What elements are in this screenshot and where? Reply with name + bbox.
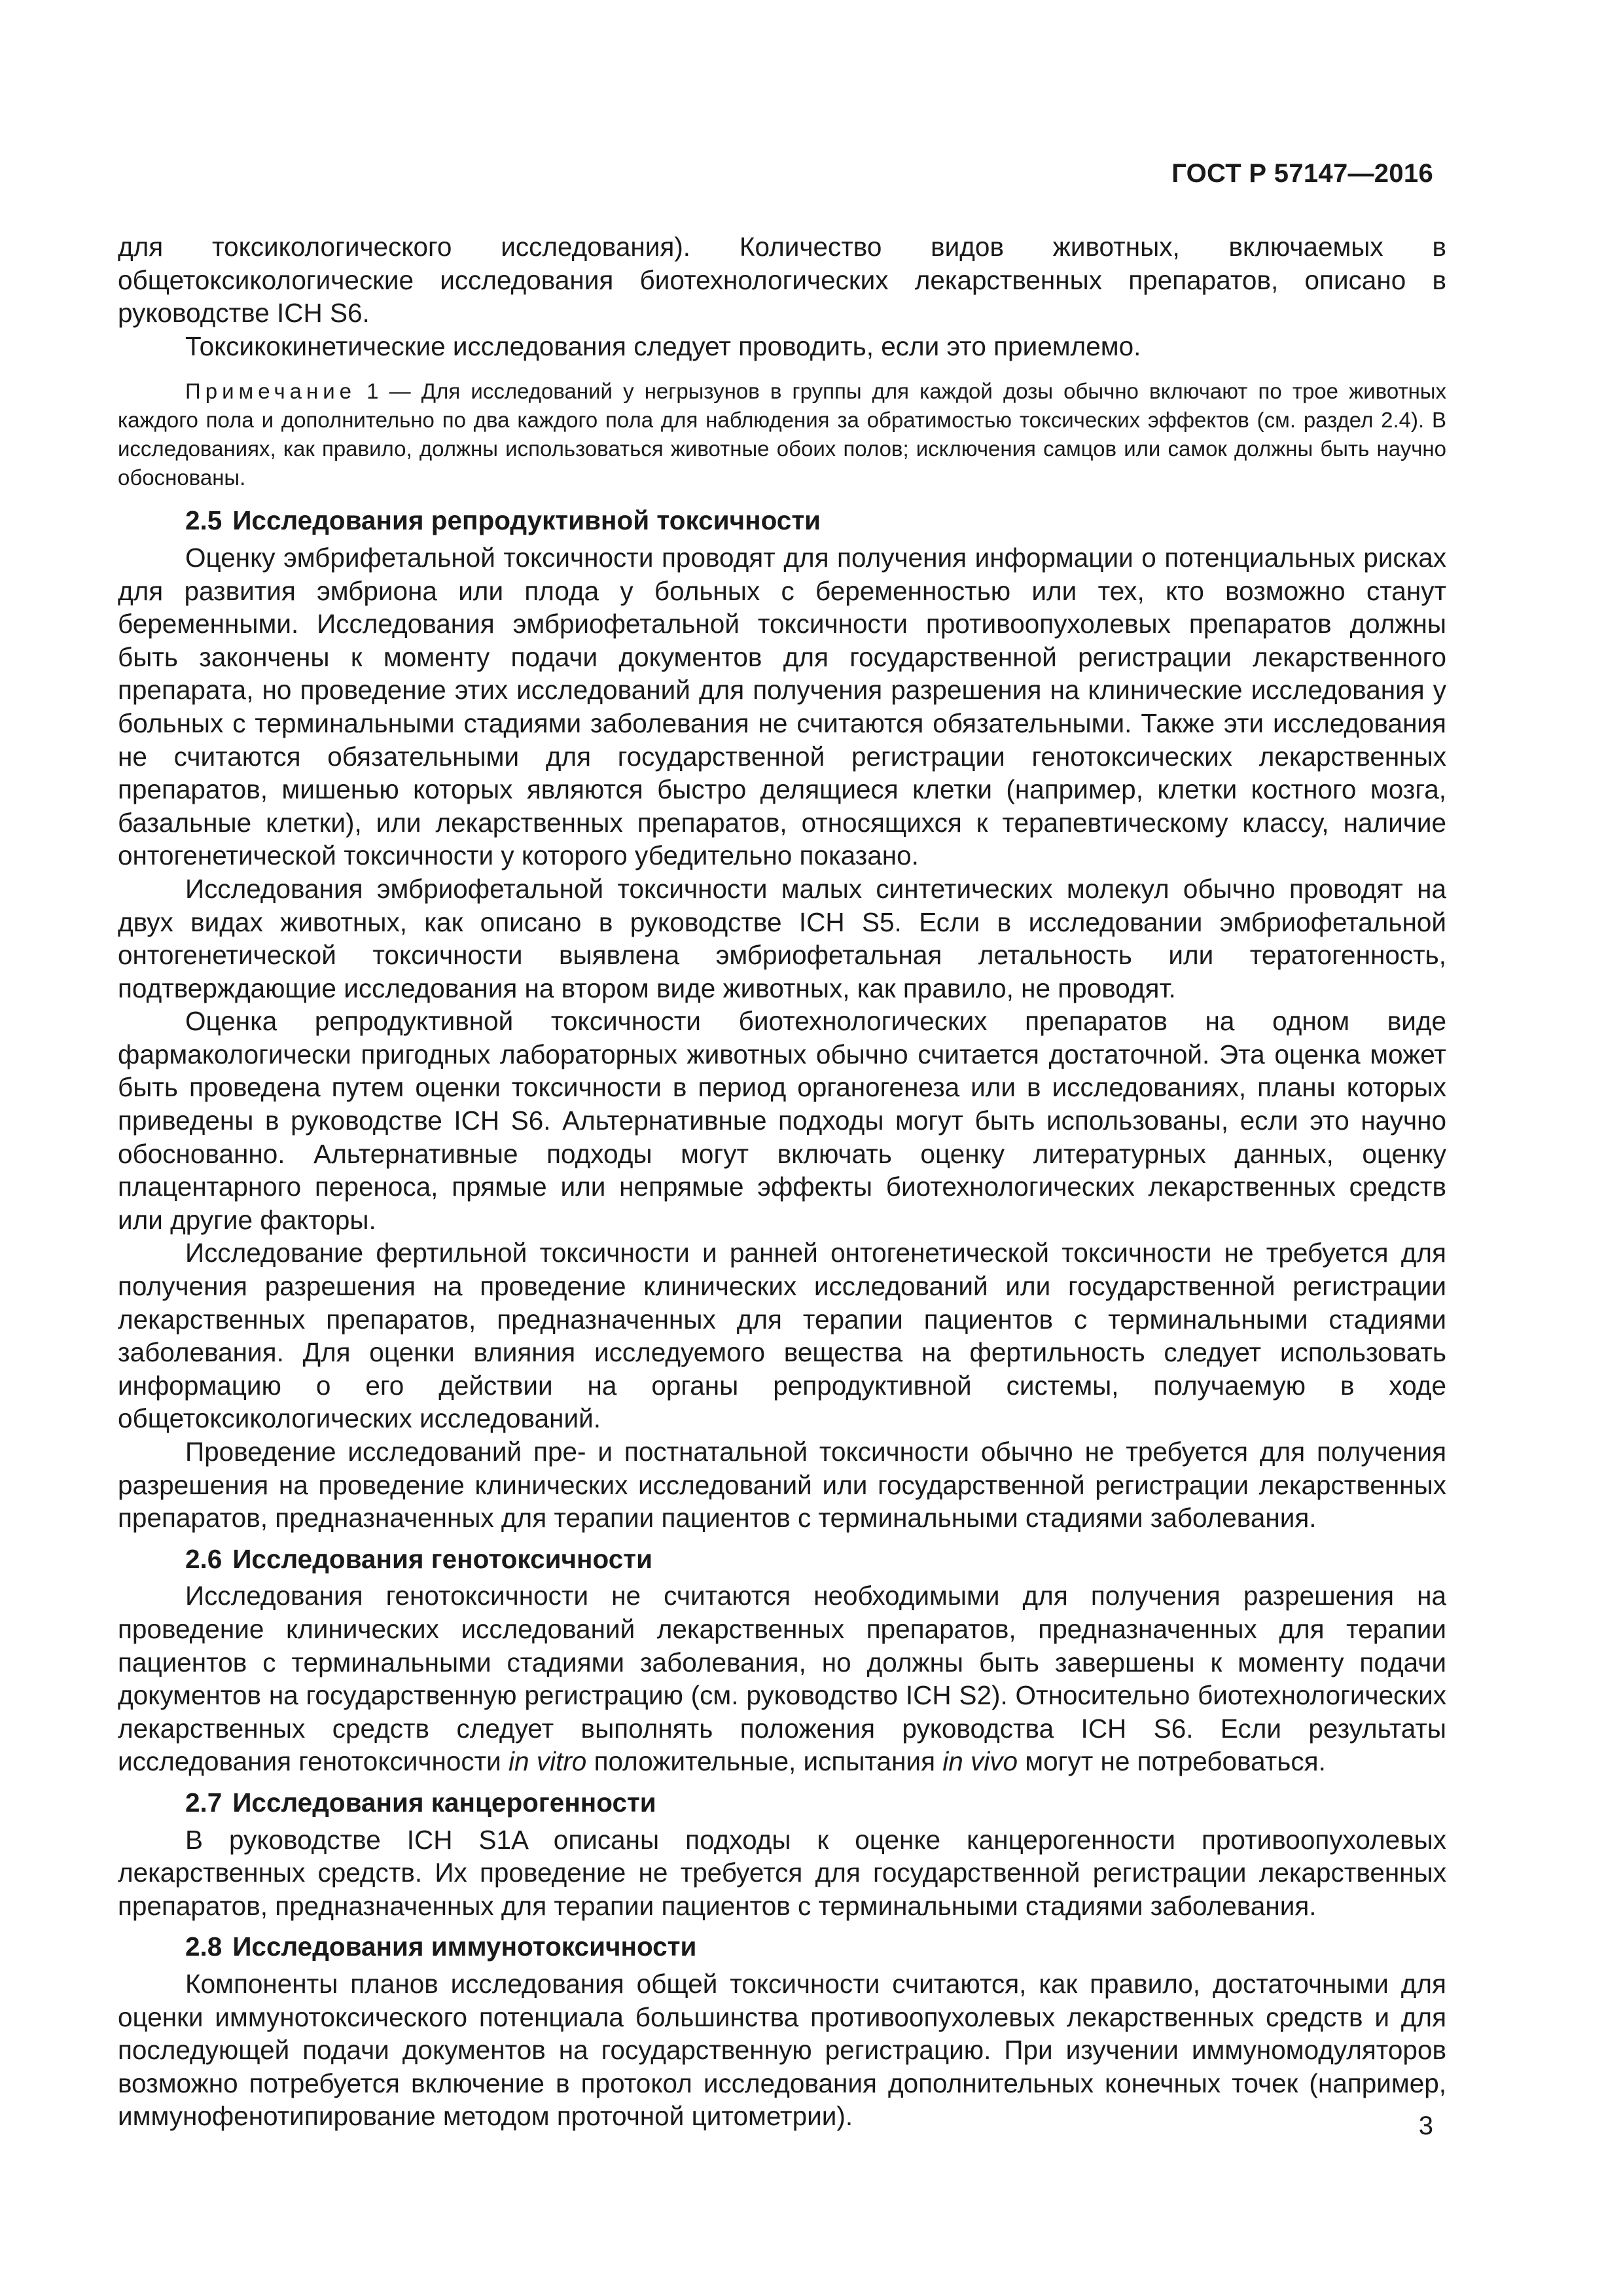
section-2-5-paragraph-2: Исследования эмбриофетальной токсичности малых синтетических молекул обычно проводят на двух видах животных, как описано в руководстве ICH S5. Если в исследовании эмбриофетальной онтогенетической токсичности выявлена эмбриофетальная летальность или тератогенность, подтверждающие исследования на втором виде животных, как правило, не проводят. <box>118 873 1446 1003</box>
document-standard-code: ГОСТ Р 57147—2016 <box>1171 159 1433 188</box>
section-2-7-paragraph: В руководстве ICH S1A описаны подходы к оценке канцерогенности противоопухолевых лекарственных средств. Их проведение не требуется для государственной регистрации лекарственных препаратов, предназначенных для терапии пациентов с терминальными стадиями заболевания. <box>118 1824 1446 1921</box>
in-vitro-term: in vitro <box>508 1746 587 1777</box>
section-number: 2.5 <box>185 505 223 536</box>
section-heading-2-8 <box>118 1930 1446 1964</box>
section-number: 2.6 <box>185 1543 223 1574</box>
section-heading-2-5 <box>118 504 1446 537</box>
section-title: Исследования генотоксичности <box>232 1543 652 1574</box>
intro-paragraph: для токсикологического исследования). Количество видов животных, включаемых в общетоксикологические исследования биотехнологических лекарственных препаратов, описано в руководстве ICH S6. <box>118 232 1446 329</box>
toxicokinetic-paragraph: Токсикокинетические исследования следует проводить, если это приемлемо. <box>185 331 1141 361</box>
section-2-5-paragraph-1: Оценку эмбрифетальной токсичности проводят для получения информации о потенциальных рисках для развития эмбриона или плода у больных с беременностью или тех, кто возможно станут беременными. Исследования эмбриофетальной токсичности противоопухолевых препаратов должны быть закончены к моменту подачи документов для государственной регистрации лекарственного препарата, но проведение этих исследований для получения разрешения на клинические исследования у больных с терминальными стадиями заболевания не считаются обязательными. Также эти исследования не считаются обязательными для государственной регистрации генотоксических лекарственных препаратов, мишенью которых являются быстро делящиеся клетки (например, клетки костного мозга, базальные клетки), или лекарственных препаратов, относящихся к терапевтическому классу, наличие онтогенетической токсичности у которого убедительно показано. <box>118 542 1446 871</box>
section-2-5-paragraph-4: Исследование фертильной токсичности и ранней онтогенетической токсичности не требуется для получения разрешения на проведение клинических исследований или государственной регистрации лекарственных препаратов, предназначенных для терапии пациентов с терминальными стадиями заболевания. Для оценки влияния исследуемого вещества на фертильность следует использовать информацию о его действии на органы репродуктивной системы, получаемую в ходе общетоксикологических исследований. <box>118 1238 1446 1434</box>
document-body <box>118 230 1446 2133</box>
section-number: 2.8 <box>185 1931 223 1962</box>
page-number: 3 <box>1418 2111 1433 2140</box>
section-2-6-paragraph <box>118 1579 1446 1778</box>
in-vivo-term: in vivo <box>942 1746 1018 1777</box>
section-heading-2-6 <box>118 1543 1446 1576</box>
section-2-5-paragraph-3: Оценка репродуктивной токсичности биотехнологических препаратов на одном виде фармакологически пригодных лабораторных животных обычно считается достаточной. Эта оценка может быть проведена путем оценки токсичности в период органогенеза или в исследованиях, планы которых приведены в руководстве ICH S6. Альтернативные подходы могут быть использованы, если это научно обоснованно. Альтернативные подходы могут включать оценку литературных данных, оценку плацентарного переноса, прямые или непрямые эффекты биотехнологических лекарственных средств или другие факторы. <box>118 1006 1446 1235</box>
section-title: Исследования иммунотоксичности <box>232 1931 697 1962</box>
section-2-5-paragraph-5: Проведение исследований пре- и постнатальной токсичности обычно не требуется для получения разрешения на проведение клинических исследований или государственной регистрации лекарственных препаратов, предназначенных для терапии пациентов с терминальными стадиями заболевания. <box>118 1437 1446 1534</box>
note-label: Примечание <box>185 379 357 404</box>
genotox-text-end: могут не потребоваться. <box>1018 1746 1326 1777</box>
section-title: Исследования репродуктивной токсичности <box>232 505 821 536</box>
section-title: Исследования канцерогенности <box>232 1787 656 1818</box>
genotox-text-middle: положительные, испытания <box>586 1746 943 1777</box>
section-number: 2.7 <box>185 1787 223 1818</box>
genotox-text-start: Исследования генотоксичности не считаются необходимыми для получения разрешения на проведение клинических исследований лекарственных препаратов, предназначенных для терапии пациентов с терминальными стадиями заболевания, но должны быть завершены к моменту подачи документов на государственную регистрацию (см. руководство ICH S2). Относительно биотехнологических лекарственных средств следует выполнять положения руководства ICH S6. Если результаты исследования генотоксичности <box>118 1581 1446 1777</box>
section-2-8-paragraph: Компоненты планов исследования общей токсичности считаются, как правило, достаточными для оценки иммунотоксического потенциала большинства противоопухолевых лекарственных средств и для последующей подачи документов на государственную регистрацию. При изучении иммуномодуляторов возможно потребуется включение в протокол исследования дополнительных конечных точек (например, иммунофенотипирование методом проточной цитометрии). <box>118 1968 1446 2132</box>
note-1: Примечание 1 — Для исследований у негрызунов в группы для каждой дозы обычно включают по трое животных каждого пола и дополнительно по два каждого пола для наблюдения за обратимостью токсических эффектов (см. раздел 2.4). В исследованиях, как правило, должны использоваться животные обоих полов; исключения самцов или самок должны быть научно обоснованы. <box>118 379 1447 490</box>
note-text: Для исследований у негрызунов в группы для каждой дозы обычно включают по трое животных каждого пола и дополнительно по два каждого пола для наблюдения за обратимостью токсических эффектов (см. раздел 2.4). В исследованиях, как правило, должны использоваться животные обоих полов; исключения самцов или самок должны быть научно обоснованы. <box>118 379 1447 490</box>
section-heading-2-7 <box>118 1786 1446 1820</box>
note-number: 1 <box>366 379 379 404</box>
